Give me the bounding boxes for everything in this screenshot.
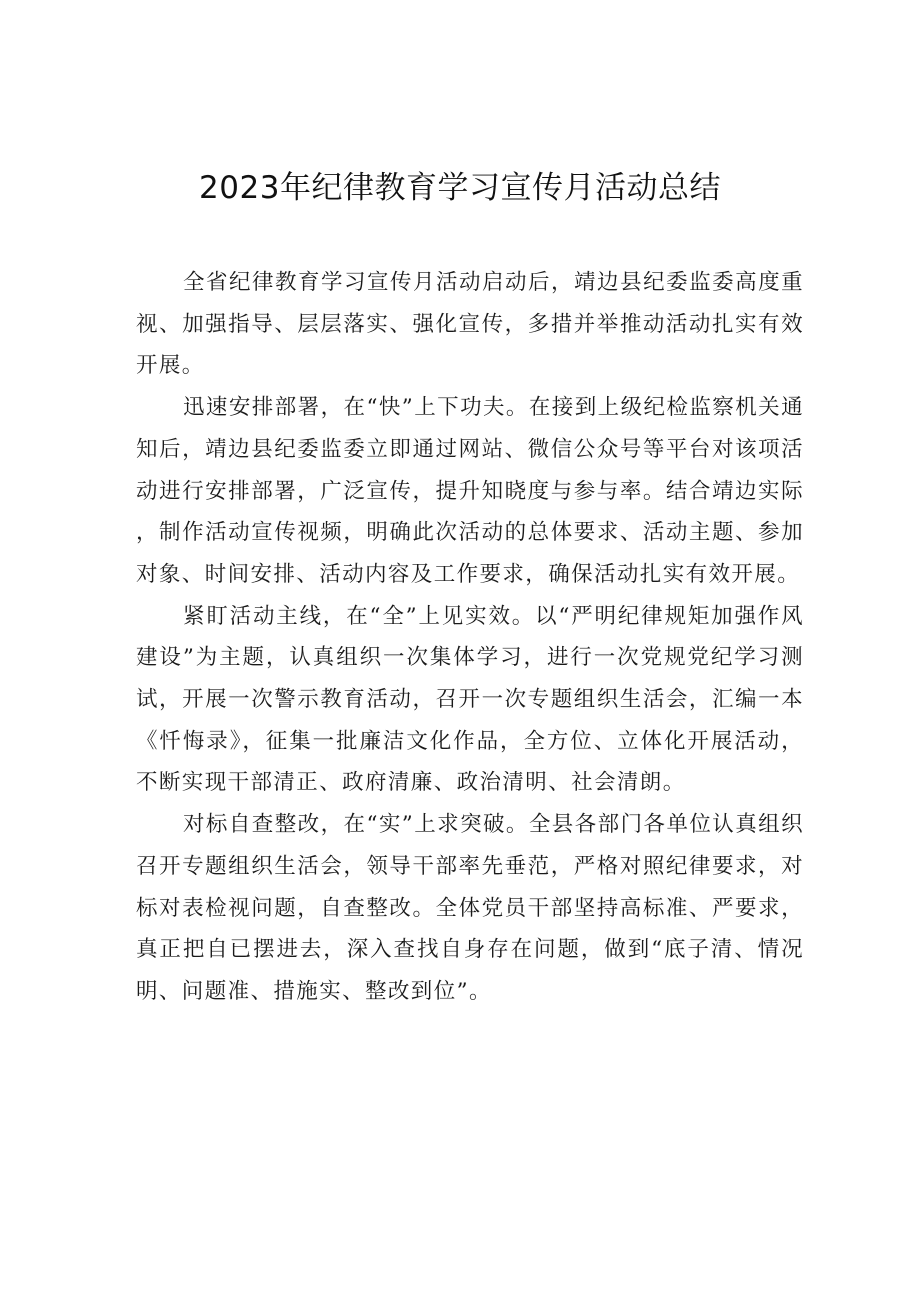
document-title: 2023年纪律教育学习宣传月活动总结: [199, 170, 721, 206]
document-body: [136, 262, 804, 1013]
paragraph-deployment: 迅速安排部署，在“快”上下功夫。在接到上级纪检监察机关通知后，靖边县纪委监委立即通过网站、微信公众号等平台对该项活动进行安排部署，广泛宣传，提升知晓度与参与率。结合靖边实际，制作活动宣传视频，明确此次活动的总体要求、活动主题、参加对象、时间安排、活动内容及工作要求，确保活动扎实有效开展。: [136, 395, 804, 587]
paragraph-rectification: 对标自查整改，在“实”上求突破。全县各部门各单位认真组织召开专题组织生活会，领导干部率先垂范，严格对照纪律要求，对标对表检视问题，自查整改。全体党员干部坚持高标准、严要求，真正把自已摆进去，深入查找自身存在问题，做到“底子清、情况明、问题准、措施实、整改到位”。: [136, 812, 804, 1004]
paragraph-main-line: 紧盯活动主线，在“全”上见实效。以“严明纪律规矩加强作风建设”为主题，认真组织一次集体学习，进行一次党规党纪学习测试，开展一次警示教育活动，召开一次专题组织生活会，汇编一本《忏悔录》，征集一批廉洁文化作品，全方位、立体化开展活动，不断实现干部清正、政府清廉、政治清明、社会清朗。: [136, 603, 804, 796]
paragraph-intro: 全省纪律教育学习宣传月活动启动后，靖边县纪委监委高度重视、加强指导、层层落实、强化宣传，多措并举推动活动扎实有效开展。: [136, 270, 804, 379]
